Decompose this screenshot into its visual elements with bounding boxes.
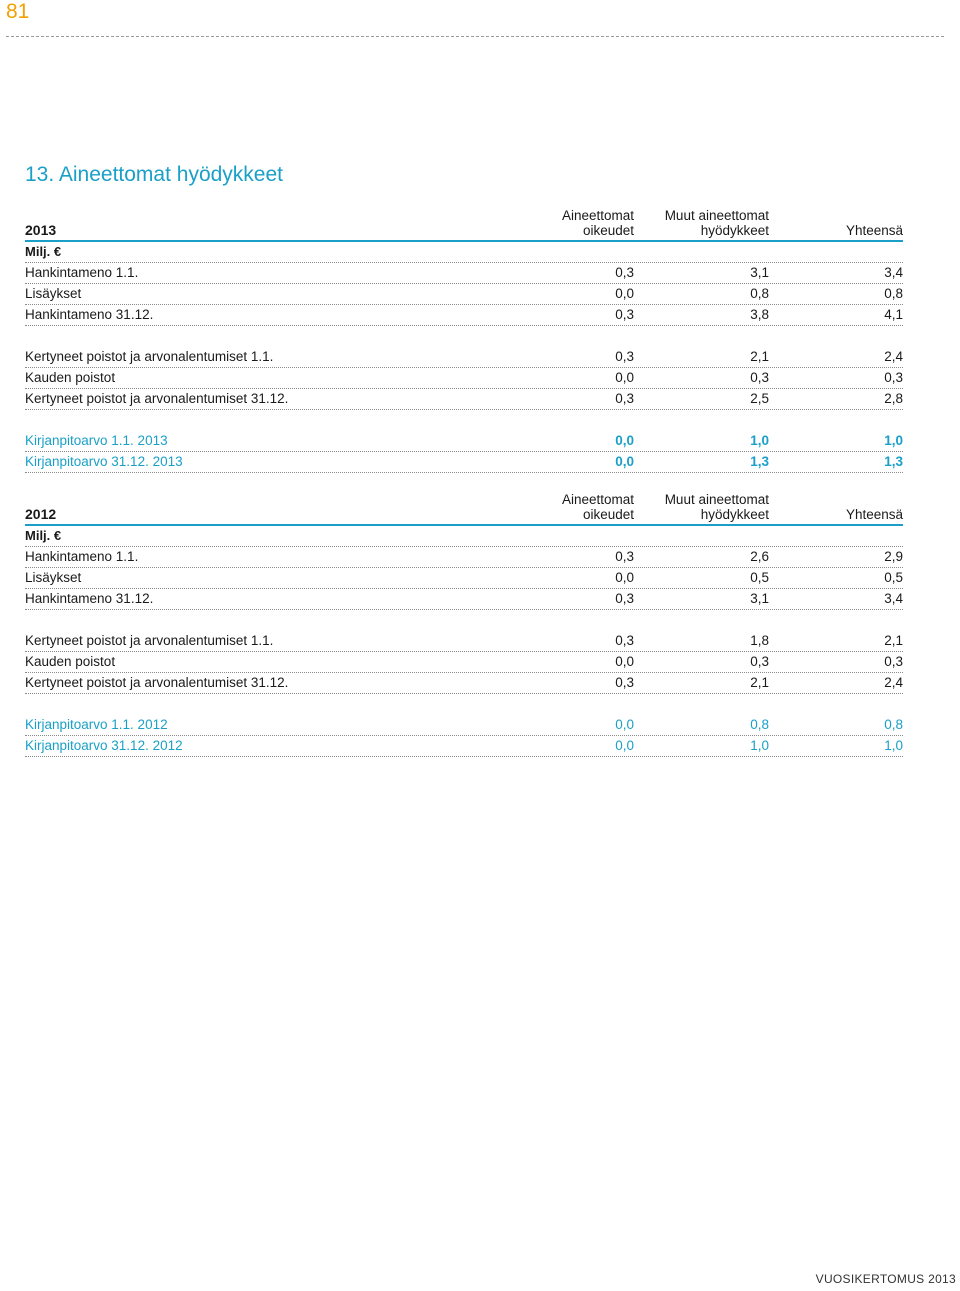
table-header — [25, 208, 903, 238]
cell-total: 1,0 — [884, 738, 903, 753]
row-label: Kertyneet poistot ja arvonalentumiset 31.12. — [25, 391, 289, 406]
row-label: Hankintameno 1.1. — [25, 265, 139, 280]
cell-rights: 0,3 — [615, 591, 634, 606]
row-label: Lisäykset — [25, 286, 82, 301]
row-label: Kertyneet poistot ja arvonalentumiset 1.1. — [25, 349, 274, 364]
column-header-line: hyödykkeet — [700, 507, 769, 522]
cell-other: 0,8 — [750, 717, 769, 732]
column-header-line: oikeudet — [582, 223, 634, 238]
cell-total: 0,3 — [884, 654, 903, 669]
table-2013 — [25, 208, 903, 473]
cell-other: 0,3 — [750, 654, 769, 669]
cell-total: 2,4 — [884, 349, 903, 364]
cell-rights: 0,3 — [615, 391, 634, 406]
row-gap — [25, 326, 903, 347]
cell-rights: 0,3 — [615, 349, 634, 364]
cell-rights: 0,0 — [615, 433, 634, 448]
row-label: Kirjanpitoarvo 1.1. 2012 — [25, 717, 168, 732]
cell-total: 3,4 — [884, 265, 903, 280]
column-header-line: Muut aineettomat — [664, 208, 769, 223]
cell-total: 1,3 — [884, 454, 903, 469]
cell-other: 2,5 — [750, 391, 769, 406]
row-label: Kertyneet poistot ja arvonalentumiset 31.12. — [25, 675, 289, 690]
row-label: Hankintameno 1.1. — [25, 549, 139, 564]
cell-total: 0,5 — [884, 570, 903, 585]
table-row — [25, 568, 903, 589]
table-row — [25, 284, 903, 305]
row-gap — [25, 694, 903, 715]
cell-rights: 0,0 — [615, 738, 634, 753]
row-label: Lisäykset — [25, 570, 82, 585]
cell-total: 0,3 — [884, 370, 903, 385]
column-header-line: Aineettomat — [561, 208, 634, 223]
cell-other: 1,8 — [750, 633, 769, 648]
cell-other: 1,0 — [750, 738, 769, 753]
unit-label: Milj. € — [25, 242, 903, 263]
row-label: Kirjanpitoarvo 31.12. 2013 — [25, 454, 183, 469]
table-row-book-value — [25, 431, 903, 452]
section-title: 13. Aineettomat hyödykkeet — [25, 163, 283, 186]
cell-total: 2,1 — [884, 633, 903, 648]
cell-total: 3,4 — [884, 591, 903, 606]
table-row — [25, 368, 903, 389]
row-label: Kirjanpitoarvo 31.12. 2012 — [25, 738, 183, 753]
row-label: Kauden poistot — [25, 654, 116, 669]
cell-total: 1,0 — [884, 433, 903, 448]
row-gap — [25, 410, 903, 431]
cell-other: 1,3 — [750, 454, 769, 469]
cell-other: 2,1 — [750, 675, 769, 690]
table-row — [25, 263, 903, 284]
row-gap — [25, 610, 903, 631]
cell-rights: 0,0 — [615, 717, 634, 732]
row-label: Hankintameno 31.12. — [25, 591, 154, 606]
cell-total: 2,8 — [884, 391, 903, 406]
footer-report-name: VUOSIKERTOMUS 2013 — [815, 1272, 956, 1286]
table-row — [25, 652, 903, 673]
cell-other: 0,3 — [750, 370, 769, 385]
cell-rights: 0,3 — [615, 675, 634, 690]
cell-rights: 0,0 — [615, 370, 634, 385]
cell-total: 2,9 — [884, 549, 903, 564]
column-header-other-intangibles — [609, 492, 769, 522]
cell-other: 3,1 — [750, 265, 769, 280]
table-row — [25, 389, 903, 410]
row-label: Hankintameno 31.12. — [25, 307, 154, 322]
table-row — [25, 347, 903, 368]
row-label: Kirjanpitoarvo 1.1. 2013 — [25, 433, 168, 448]
column-header-line: Muut aineettomat — [664, 492, 769, 507]
cell-other: 3,1 — [750, 591, 769, 606]
column-header-line: oikeudet — [582, 507, 634, 522]
cell-total: 0,8 — [884, 286, 903, 301]
cell-other: 2,6 — [750, 549, 769, 564]
table-row — [25, 631, 903, 652]
cell-other: 0,5 — [750, 570, 769, 585]
cell-rights: 0,0 — [615, 570, 634, 585]
column-header-other-intangibles — [609, 208, 769, 238]
table-2012 — [25, 492, 903, 757]
cell-total: 2,4 — [884, 675, 903, 690]
table-header — [25, 492, 903, 522]
cell-total: 4,1 — [884, 307, 903, 322]
cell-other: 2,1 — [750, 349, 769, 364]
column-header-line: hyödykkeet — [700, 223, 769, 238]
cell-total: 0,8 — [884, 717, 903, 732]
table-row-book-value — [25, 452, 903, 473]
cell-rights: 0,3 — [615, 307, 634, 322]
cell-rights: 0,0 — [615, 454, 634, 469]
table-row — [25, 673, 903, 694]
cell-rights: 0,3 — [615, 549, 634, 564]
cell-rights: 0,0 — [615, 286, 634, 301]
table-row-book-value — [25, 715, 903, 736]
cell-other: 1,0 — [750, 433, 769, 448]
row-label: Kauden poistot — [25, 370, 116, 385]
cell-other: 3,8 — [750, 307, 769, 322]
cell-rights: 0,3 — [615, 265, 634, 280]
top-divider — [6, 36, 944, 37]
table-row — [25, 589, 903, 610]
cell-other: 0,8 — [750, 286, 769, 301]
table-row-book-value — [25, 736, 903, 757]
column-header-total: Yhteensä — [845, 223, 903, 238]
cell-rights: 0,3 — [615, 633, 634, 648]
table-row — [25, 305, 903, 326]
table-year: 2013 — [25, 222, 57, 238]
table-year: 2012 — [25, 506, 57, 522]
page-number: 81 — [6, 0, 30, 23]
column-header-line: Aineettomat — [561, 492, 634, 507]
cell-rights: 0,0 — [615, 654, 634, 669]
column-header-total: Yhteensä — [845, 507, 903, 522]
row-label: Kertyneet poistot ja arvonalentumiset 1.1. — [25, 633, 274, 648]
unit-label: Milj. € — [25, 526, 903, 547]
table-row — [25, 547, 903, 568]
